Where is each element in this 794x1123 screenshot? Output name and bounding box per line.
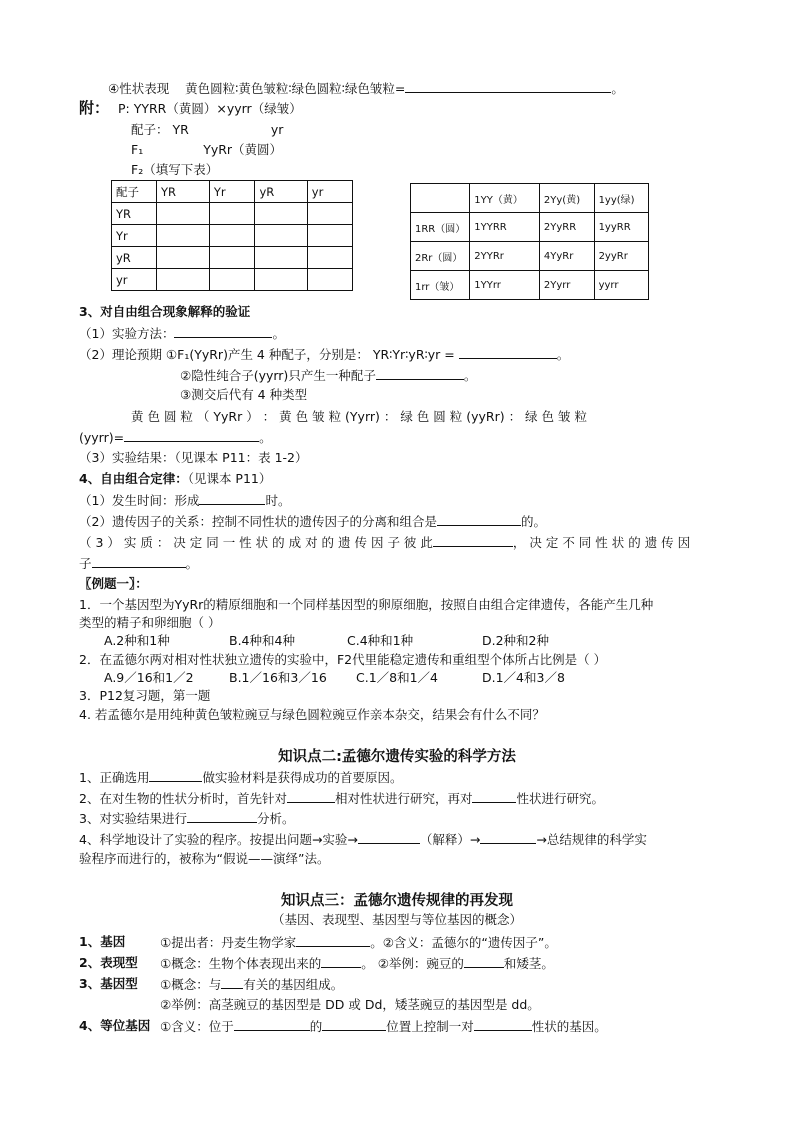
k3-phenotype-label: 2、表现型 (79, 955, 138, 970)
blank-essence-1[interactable] (433, 533, 513, 547)
k3-allele-line: ①含义：位于 的 位置上控制一对 性状的基因。 (160, 1019, 607, 1034)
blank-location-2[interactable] (322, 1017, 386, 1031)
k3-subtitle: （基因、表现型、基因型与等位基因的概念） (271, 912, 522, 927)
blank-scientist[interactable] (296, 933, 370, 947)
table-cell-blank[interactable] (307, 225, 352, 247)
gamete-table-header (112, 181, 353, 203)
blank-trait[interactable] (321, 954, 361, 968)
gamete-table-row-label: yR (112, 247, 157, 269)
k2-line4: 4、科学地设计了实验的程序。按提出问题→实验→ （解释）→ →总结规律的科学实 (79, 832, 647, 847)
genotype-table-col: 1YY（黄） (470, 184, 540, 213)
example-q1-opt-b: B.4种和4种 (229, 633, 295, 648)
blank-method[interactable] (174, 324, 272, 338)
table-cell-blank[interactable] (255, 269, 307, 291)
example-q1: 1．一个基因型为YyRr的精原细胞和一个同样基因型的卵原细胞，按照自由组合定律遗传，各能产生几种 (79, 597, 654, 612)
table-row (112, 203, 353, 225)
table-cell-blank[interactable] (157, 225, 210, 247)
blank-location-1[interactable] (234, 1017, 310, 1031)
genotype-cell: 4YyRr (539, 242, 594, 271)
appendix-label: 附： (79, 99, 110, 117)
table-cell-blank[interactable] (157, 247, 210, 269)
k3-title: 知识点三：孟德尔遗传规律的再发现 (281, 893, 513, 909)
example-q1-opt-d: D.2种和2种 (482, 633, 550, 648)
example-title: 〖例题一〗： (79, 576, 148, 591)
example-q4: 4. 若孟德尔是用纯种黄色皱粒豌豆与绿色圆粒豌豆作亲本杂交，结果会有什么不同？ (79, 707, 545, 722)
k2-line3: 3、对实验结果进行 分析。 (79, 811, 295, 826)
example-q2-opt-b: B.1／16和3／16 (229, 670, 327, 685)
gamete-table-corner: 配子 (112, 181, 157, 203)
table-cell-blank[interactable] (209, 269, 255, 291)
section3-q2d: 黄 色 圆 粒 （ YyRr ） ： 黄 色 皱 粒 (Yyrr) ： 绿 色 圆 粒 (yyRr) ： 绿 色 皱 粒 (131, 409, 587, 424)
genotype-cell: 2Yyrr (539, 271, 594, 300)
table-cell-blank[interactable] (209, 247, 255, 269)
genotype-cell: yyrr (594, 271, 648, 300)
example-q2-opt-a: A.9／16和1／2 (104, 670, 194, 685)
genotype-table-header (411, 184, 649, 213)
genotype-cell: 2YyRR (539, 213, 594, 242)
example-q3: 3．P12复习题，第一题 (79, 688, 211, 703)
genotype-table (410, 183, 649, 300)
gamete-table-col: yR (255, 181, 307, 203)
example-q1-opt-c: C.4种和1种 (347, 633, 414, 648)
gamete-table-col: Yr (209, 181, 255, 203)
table-row (112, 225, 353, 247)
table-cell-blank[interactable] (255, 225, 307, 247)
k2-line1: 1、正确选用 做实验材料是获得成功的首要原因。 (79, 770, 403, 785)
genotype-cell: 1YYRR (470, 213, 540, 242)
genotype-cell: 2YYRr (470, 242, 540, 271)
table-row (411, 271, 649, 300)
section4-q2: （2）遗传因子的关系：控制不同性状的遗传因子的分离和组合是 的。 (79, 514, 546, 529)
k2-line4b: 验程序而进行的，被称为“假说——演绎”法。 (79, 851, 330, 866)
blank-hypothesis[interactable] (358, 830, 420, 844)
blank-phenotype[interactable] (221, 975, 243, 989)
table-row (411, 213, 649, 242)
appendix-f2: F₂（填写下表） (131, 162, 219, 177)
blank-trait-count-1[interactable] (287, 789, 335, 803)
genotype-table-row-label: 1rr（皱） (411, 271, 470, 300)
section3-q2b: ②隐性纯合子(yyrr)只产生一种配子 。 (180, 368, 477, 383)
table-cell-blank[interactable] (209, 225, 255, 247)
blank-material[interactable] (149, 768, 202, 782)
k2-line2: 2、在对生物的性状分析时，首先针对 相对性状进行研究，再对 性状进行研究。 (79, 791, 604, 806)
appendix-p: P: YYRR（黄圆）×yyrr（绿皱） (118, 101, 302, 116)
table-cell-blank[interactable] (255, 203, 307, 225)
genotype-table-col: 2Yy(黄) (539, 184, 594, 213)
blank-testcross-ratio[interactable] (124, 428, 259, 442)
blank-trait-count-2[interactable] (472, 789, 516, 803)
k3-gene-label: 1、基因 (79, 934, 126, 949)
genotype-table-corner (411, 184, 470, 213)
k3-genotype-label: 3、基因型 (79, 976, 138, 991)
genotype-table-row-label: 2Rr（圆） (411, 242, 470, 271)
example-q2-opt-d: D.1／4和3／8 (482, 670, 565, 685)
section4-q3b: 子 。 (79, 556, 199, 571)
section3-q2: （2）理论预期 ①F₁(YyRr)产生 4 种配子，分别是： YR∶Yr∶yR∶yr = 。 (79, 347, 570, 362)
genotype-cell: 2yyRr (594, 242, 648, 271)
appendix-f1: F₁ YyRr（黄圆） (131, 142, 283, 157)
blank-phenotype-ratio[interactable] (405, 79, 611, 93)
gamete-table (111, 180, 353, 291)
blank-essence-2[interactable] (92, 554, 186, 568)
table-cell-blank[interactable] (255, 247, 307, 269)
blank-gamete-ratio[interactable] (459, 345, 557, 359)
genotype-table-row-label: 1RR（圆） (411, 213, 470, 242)
example-q2: 2．在孟德尔两对相对性状独立遗传的实验中，F2代里能稳定遗传和重组型个体所占比例是（ ） (79, 652, 607, 667)
genotype-cell: 1yyRR (594, 213, 648, 242)
table-cell-blank[interactable] (307, 203, 352, 225)
section3-title: 3、对自由组合现象解释的验证 (79, 304, 251, 319)
genotype-table-col: 1yy(绿) (594, 184, 648, 213)
section4-title: 4、自由组合定律： (79, 471, 188, 486)
section4-q1: （1）发生时间：形成 时。 (79, 493, 291, 508)
blank-relationship[interactable] (437, 512, 521, 526)
blank-recessive-gamete[interactable] (376, 366, 464, 380)
phenotype-line: ④性状表现 黄色圆粒∶黄色皱粒∶绿色圆粒∶绿色皱粒= 。 (108, 81, 624, 96)
blank-relative[interactable] (474, 1017, 532, 1031)
table-row (112, 247, 353, 269)
k3-genotype-example: ②举例：高茎豌豆的基因型是 DD 或 Dd，矮茎豌豆的基因型是 dd。 (160, 997, 540, 1012)
table-cell-blank[interactable] (157, 203, 210, 225)
section4-title-line: 4、自由组合定律：（见课本 P11） (79, 471, 272, 486)
k3-phenotype-line: ①概念：生物个体表现出来的 。 ②举例：豌豆的 和矮茎。 (160, 956, 554, 971)
appendix-gametes: 配子： YR yr (131, 122, 284, 137)
section3-q2e: (yyrr)= 。 (79, 430, 272, 445)
section4-q3: （ 3 ） 实 质 ： 决 定 同 一 性 状 的 成 对 的 遗 传 因 子 彼 此 ， 决 定 不 同 性 状 的 遗 传 因 (79, 535, 691, 550)
blank-timing[interactable] (199, 491, 265, 505)
k3-allele-label: 4、等位基因 (79, 1018, 151, 1033)
gamete-table-col: YR (157, 181, 210, 203)
phenotype-ratio: 黄色圆粒∶黄色皱粒∶绿色圆粒∶绿色皱粒= (185, 81, 406, 96)
blank-verification[interactable] (480, 830, 536, 844)
example-q2-opt-c: C.1／8和1／4 (356, 670, 439, 685)
phenotype-label: ④性状表现 (108, 81, 170, 96)
blank-analysis[interactable] (187, 809, 257, 823)
genotype-cell: 1YYrr (470, 271, 540, 300)
section3-q1: （1）实验方法： 。 (79, 326, 285, 341)
table-cell-blank[interactable] (209, 203, 255, 225)
table-cell-blank[interactable] (307, 247, 352, 269)
table-row (411, 242, 649, 271)
section3-q3: （3）实验结果：（见课本 P11：表 1-2） (79, 450, 308, 465)
k3-genotype-line: ①概念：与 有关的基因组成。 (160, 977, 344, 992)
gamete-table-row-label: YR (112, 203, 157, 225)
gamete-table-row-label: Yr (112, 225, 157, 247)
section3-q2c: ③测交后代有 4 种类型 (180, 387, 308, 402)
table-cell-blank[interactable] (307, 269, 352, 291)
table-cell-blank[interactable] (157, 269, 210, 291)
k2-title: 知识点二:孟德尔遗传实验的科学方法 (278, 749, 516, 765)
k3-gene-line: ①提出者：丹麦生物学家 。②含义：孟德尔的“遗传因子”。 (160, 935, 557, 950)
gamete-table-col: yr (307, 181, 352, 203)
example-q1-opt-a: A.2种和1种 (104, 633, 170, 648)
table-row (112, 269, 353, 291)
example-q1b: 类型的精子和卵细胞（ ） (79, 615, 221, 630)
gamete-table-row-label: yr (112, 269, 157, 291)
blank-tall-stem[interactable] (464, 954, 504, 968)
